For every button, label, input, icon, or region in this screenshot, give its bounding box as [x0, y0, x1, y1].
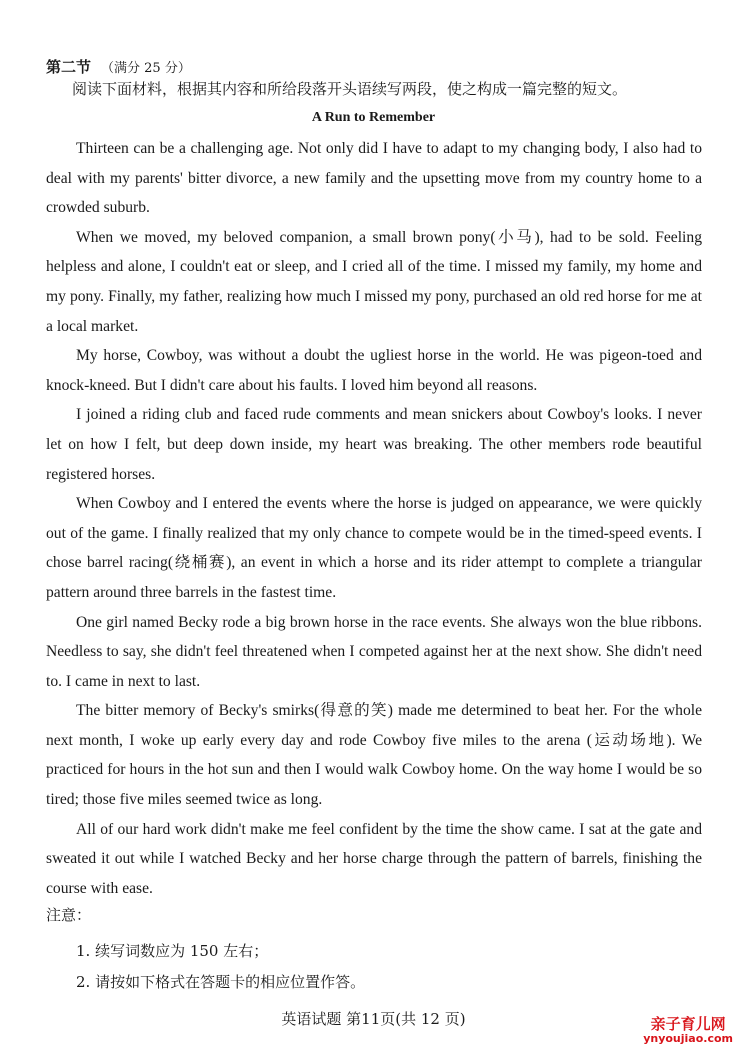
- section-header: [46, 56, 191, 77]
- section-score: （满分 25 分）: [101, 61, 191, 76]
- passage-paragraph: I joined a riding club and faced rude comments and mean snickers about Cowboy's looks. I never let on how I felt, but deep down inside, my heart was breaking. The other members rode beautiful registered horses.: [46, 406, 702, 483]
- passage-paragraph: Thirteen can be a challenging age. Not only did I have to adapt to my changing body, I also had to deal with my parents' bitter divorce, a new family and the upsetting move from my country home to a crowded suburb.: [46, 140, 702, 217]
- passage-paragraph: When Cowboy and I entered the events where the horse is judged on appearance, we were quickly out of the game. I finally realized that my only chance to compete would be in the timed-speed events. I chose barrel racing(绕桶赛), an event in which a horse and its rider attempt to complete a triangular pattern around three barrels in the fastest time.: [46, 495, 702, 601]
- watermark-url: ynyoujiao.com: [643, 1031, 733, 1045]
- passage-paragraph: When we moved, my beloved companion, a small brown pony(小马), had to be sold. Feeling helpless and alone, I couldn't eat or sleep, and I cried all of the time. I missed my family, my home and my pony. Finally, my father, realizing how much I missed my pony, purchased an old red horse for me at a local market.: [46, 228, 702, 335]
- passage-paragraph: My horse, Cowboy, was without a doubt the ugliest horse in the world. He was pigeon-toed and knock-kneed. But I didn't care about his faults. I loved him beyond all reasons.: [46, 347, 702, 394]
- notes-label: 注意：: [46, 906, 92, 924]
- site-watermark: [643, 1016, 733, 1045]
- note-item: 1. 续写词数应为 150 左右；: [76, 942, 269, 960]
- passage-paragraph: One girl named Becky rode a big brown horse in the race events. She always won the blue ribbons. Needless to say, she didn't feel threatened when I competed against her at the next show. She didn't need to. I came in next to last.: [46, 613, 702, 690]
- watermark-site-name: 亲子育儿网: [650, 1015, 726, 1033]
- section-instructions: 阅读下面材料，根据其内容和所给段落开头语续写两段，使之构成一篇完整的短文。: [72, 80, 628, 98]
- section-title: 第二节: [46, 58, 92, 76]
- page-footer: 英语试题 第11页(共 12 页): [281, 1010, 466, 1028]
- passage-paragraph: The bitter memory of Becky's smirks(得意的笑) made me determined to beat her. For the whole next month, I woke up early every day and rode Cowboy five miles to the arena (运动场地). We practiced for hours in the hot sun and then I would walk Cowboy home. On the way home I would be so tired; those five miles seemed twice as long.: [46, 702, 702, 809]
- passage-title: A Run to Remember: [311, 110, 436, 125]
- passage-paragraph: All of our hard work didn't make me feel confident by the time the show came. I sat at the gate and sweated it out while I watched Becky and her horse charge through the pattern of barrels, finishing the course with ease.: [46, 820, 702, 897]
- note-item: 2. 请按如下格式在答题卡的相应位置作答。: [76, 973, 366, 991]
- passage-body: [46, 134, 702, 903]
